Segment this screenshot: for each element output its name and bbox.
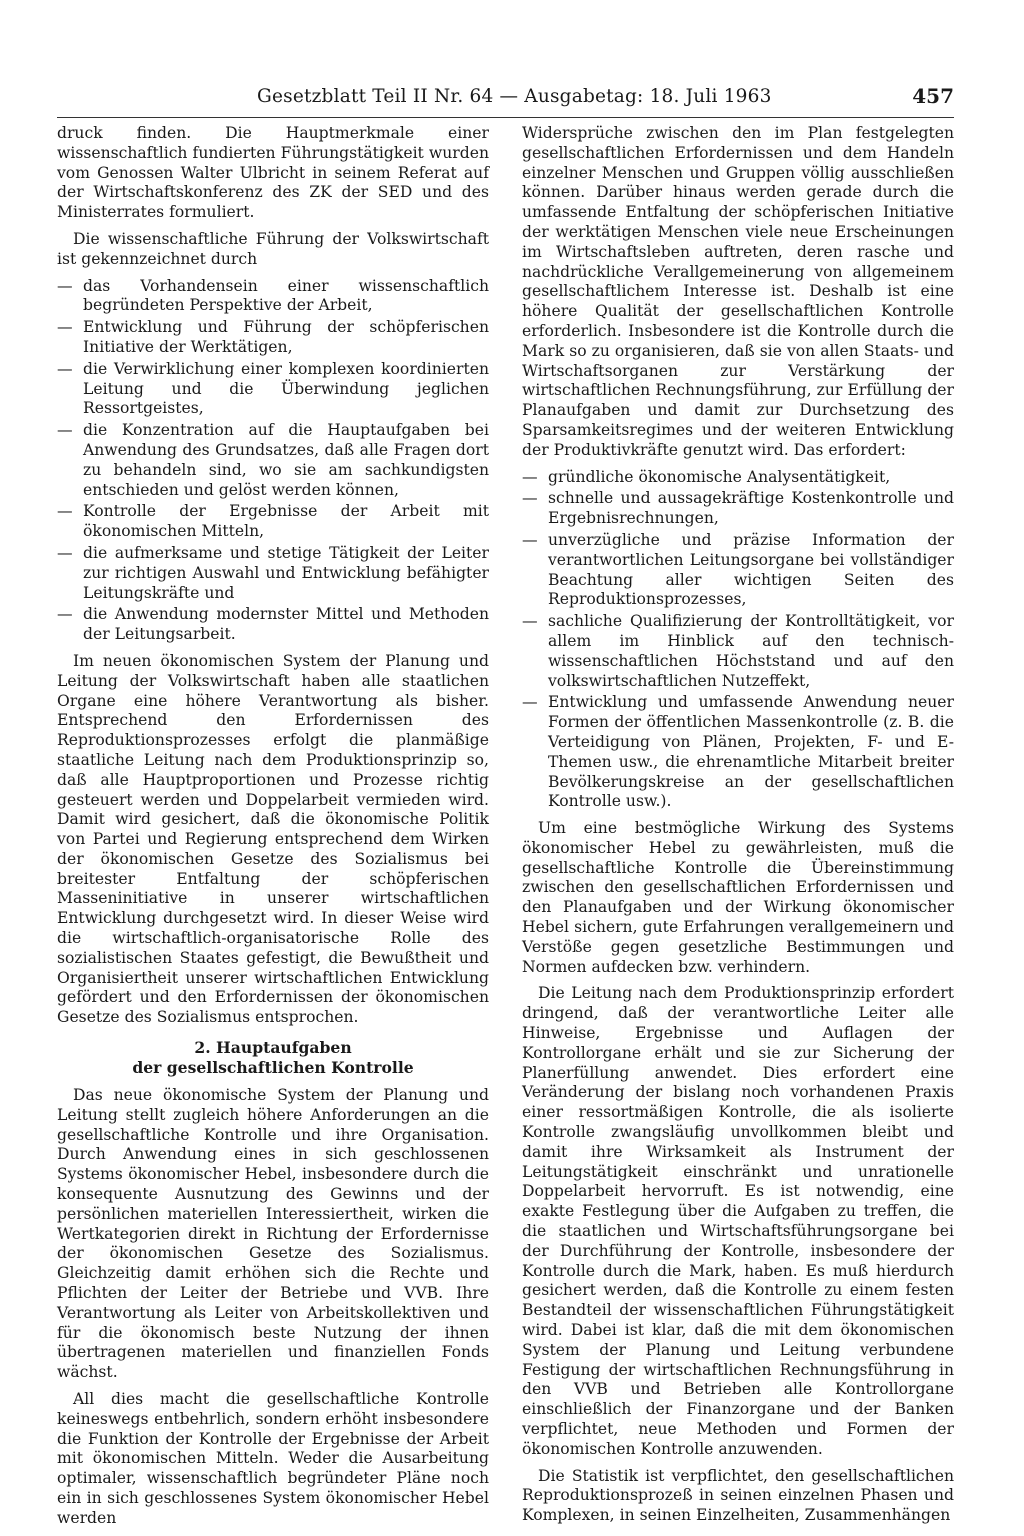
list-item [57, 421, 489, 500]
list-item-text: gründliche ökonomische Analysentätigkeit, [548, 467, 891, 486]
list-item-text: Entwicklung und umfassende Anwendung neuer Formen der öffentlichen Massenkontrolle (z. B. die Verteidigung von Plänen, Projekten, F- und E-Themen usw., die ehrenamtliche Mitarbeit breiter Bevölkerungskreise an der gesellschaftlichen Kontrolle usw.). [548, 693, 954, 811]
section-heading-line1: 2. Hauptaufgaben [194, 1038, 352, 1058]
dash-marker: — [57, 502, 73, 521]
list-item-text: sachliche Qualifizierung der Kontrolltätigkeit, vor allem im Hinblick auf den technisch-wissenschaftlichen Höchststand und auf den volkswirtschaftlichen Nutzeffekt, [548, 612, 954, 690]
paragraph: Die Statistik ist verpflichtet, den gesellschaftlichen Reproduktionsprozeß in seinen einzelnen Phasen und Komplexen, in seinen Einzelheiten, Zusammenhängen [522, 1466, 954, 1525]
dash-marker: — [522, 612, 538, 631]
dash-marker: — [57, 605, 73, 624]
dash-list [522, 468, 954, 813]
list-item-text: die aufmerksame und stetige Tätigkeit der Leiter zur richtigen Auswahl und Entwicklung befähigter Leitungskräfte und [83, 543, 489, 602]
list-item-text: die Konzentration auf die Hauptaufgaben bei Anwendung des Grundsatzes, daß alle Fragen dort zu behandeln sind, wo sie am sachkundigsten entschieden und gelöst werden können, [83, 421, 489, 499]
section-heading-line2: der gesellschaftlichen Kontrolle [132, 1058, 414, 1078]
paragraph: Um eine bestmögliche Wirkung des Systems ökonomischer Hebel zu gewährleisten, muß die gesellschaftliche Kontrolle die Übereinstimmung zwischen den gesellschaftlichen Erfordernissen und den Planaufgaben und der Wirkung ökonomischer Hebel sichern, gute Erfahrungen verallgemeinern und Verstöße gegen gesetzliche Bestimmungen und Normen aufdecken bzw. verhindern. [522, 819, 954, 976]
list-item [57, 318, 489, 358]
dash-marker: — [57, 276, 73, 295]
right-column [522, 124, 954, 1536]
list-item [522, 531, 954, 610]
dash-list [57, 277, 489, 645]
list-item [57, 544, 489, 603]
dash-marker: — [522, 489, 538, 508]
dash-marker: — [522, 530, 538, 549]
left-column [57, 124, 489, 1536]
list-item [57, 360, 489, 419]
paragraph: All dies macht die gesellschaftliche Kontrolle keineswegs entbehrlich, sondern erhöht insbesondere die Funktion der Kontrolle der Ergebnisse der Arbeit mit ökonomischen Mitteln. Weder die Ausarbeitung optimaler, wissenschaftlich begründeter Pläne noch ein in sich geschlossenes System ökonomischer Hebel werden [57, 1390, 489, 1527]
list-item [57, 605, 489, 645]
list-item-text: schnelle und aussagekräftige Kostenkontrolle und Ergebnisrechnungen, [548, 489, 954, 528]
header-title: Gesetzblatt Teil II Nr. 64 — Ausgabetag: 18. Juli 1963 [257, 86, 772, 107]
list-item [57, 502, 489, 542]
list-item [522, 612, 954, 691]
page-header [57, 82, 954, 118]
paragraph: Die wissenschaftliche Führung der Volkswirtschaft ist gekennzeichnet durch [57, 229, 489, 268]
paragraph: Das neue ökonomische System der Planung und Leitung stellt zugleich höhere Anforderungen an die gesellschaftliche Kontrolle und ihre Organisation. Durch Anwendung eines in sich geschlossenen Systems ökonomischer Hebel, insbesondere durch die konsequente Ausnutzung des Gewinns und der persönlichen materiellen Interessiertheit, wirken die Wertkategorien direkt in Richtung der Erfordernisse der ökonomischen Gesetze des Sozialismus. Gleichzeitig damit erhöhen sich die Rechte und Pflichten der Leiter der Betriebe und VVB. Ihre Verantwortung als Leiter von Arbeitskollektiven und für die ökonomisch beste Nutzung der ihnen übertragenen materiellen und finanziellen Fonds wächst. [57, 1086, 489, 1382]
paragraph: druck finden. Die Hauptmerkmale einer wissenschaftlich fundierten Führungstätigkeit wurden vom Genossen Walter Ulbricht in seinem Referat auf der Wirtschaftskonferenz des ZK der SED und des Ministerrates formuliert. [57, 124, 489, 222]
list-item-text: unverzügliche und präzise Information der verantwortlichen Leitungsorgane bei vollständiger Beachtung aller wichtigen Seiten des Reproduktionsprozesses, [548, 530, 954, 609]
dash-marker: — [57, 421, 73, 440]
list-item-text: das Vorhandensein einer wissenschaftlich begründeten Perspektive der Arbeit, [83, 276, 489, 315]
paragraph: Im neuen ökonomischen System der Planung und Leitung der Volkswirtschaft haben alle staatlichen Organe eine höhere Verantwortung als bisher. Entsprechend den Erfordernissen des Reproduktionsprozesses erfolgt die planmäßige staatliche Leitung nach dem Produktionsprinzip so, daß alle Hauptproportionen und Prozesse richtig gesteuert werden und Doppelarbeit vermieden wird. Damit wird gesichert, daß die ökonomische Politik von Partei und Regierung entsprechend dem Wirken der ökonomischen Gesetze des Sozialismus bei breitester Entfaltung der schöpferischen Masseninitiative in unserer wirtschaftlichen Entwicklung durchgesetzt wird. In dieser Weise wird die wirtschaftlich-organisatorische Rolle des sozialistischen Staates gefestigt, die Bewußtheit und Organisiertheit unserer wirtschaftlichen Entwicklung gefördert und den Erfordernissen der ökonomischen Gesetze des Sozialismus entsprochen. [57, 651, 489, 1027]
list-item-text: Entwicklung und Führung der schöpferischen Initiative der Werktätigen, [83, 318, 489, 356]
paragraph: Die Leitung nach dem Produktionsprinzip erfordert dringend, daß der verantwortliche Leiter alle Hinweise, Ergebnisse und Auflagen der Kontrollorgane erhält und sie zur Sicherung der Planerfüllung anwendet. Dies erfordert eine Veränderung der bislang noch vorhandenen Praxis einer ressortmäßigen Kontrolle, die als isolierte Kontrolle zwangsläufig unvollkommen bleibt und damit ihre Wirksamkeit als Instrument der Leitungstätigkeit einschränkt und unrationelle Doppelarbeit hervorruft. Es ist notwendig, eine exakte Festlegung über die Aufgaben zu treffen, die die staatlichen und Wirtschaftsführungsorgane bei der Durchführung der Kontrolle, insbesondere der Kontrolle durch die Mark, haben. Es muß hierdurch gesichert werden, daß die Kontrolle zu einem festen Bestandteil der wissenschaftlichen Führungstätigkeit wird. Dabei ist klar, daß die mit dem ökonomischen System der Planung und Leitung verbundene Festigung der wirtschaftlichen Rechnungsführung in den VVB und Betrieben alle Kontrollorgane einschließlich der Finanzorgane und der Banken verpflichtet, neue Methoden und Formen der ökonomischen Kontrolle anzuwenden. [522, 984, 954, 1458]
list-item-text: Kontrolle der Ergebnisse der Arbeit mit ökonomischen Mitteln, [83, 502, 489, 541]
dash-marker: — [57, 359, 73, 378]
dash-marker: — [57, 543, 73, 562]
section-heading [57, 1038, 489, 1078]
list-item [522, 693, 954, 812]
list-item-text: die Anwendung modernster Mittel und Methoden der Leitungsarbeit. [83, 605, 489, 644]
paragraph: Widersprüche zwischen den im Plan festgelegten gesellschaftlichen Erfordernissen und dem Handeln einzelner Menschen und Gruppen völlig ausschließen können. Darüber hinaus werden gerade durch die umfassende Entfaltung der schöpferischen Initiative der werktätigen Menschen viele neue Erscheinungen im Wirtschaftsleben auftreten, deren rasche und nachdrückliche Verallgemeinerung von allgemeinem gesellschaftlichem Interesse ist. Deshalb ist eine höhere Qualität der gesellschaftlichen Kontrolle erforderlich. Insbesondere ist die Kontrolle durch die Mark so zu organisieren, daß sie von allen Staats- und Wirtschaftsorganen zur Verstärkung der wirtschaftlichen Rechnungsführung, zur Erfüllung der Planaufgaben und damit zur Durchsetzung des Sparsamkeitsregimes und der weiteren Entwicklung der Produktivkräfte genutzt wird. Das erfordert: [522, 124, 954, 459]
list-item [522, 468, 954, 488]
list-item-text: die Verwirklichung einer komplexen koordinierten Leitung und die Überwindung jeglichen Ressortgeistes, [83, 359, 489, 418]
page-number: 457 [912, 84, 954, 108]
dash-marker: — [57, 318, 73, 337]
text-columns [57, 124, 954, 1536]
list-item [57, 277, 489, 317]
header-rule [57, 117, 954, 118]
dash-marker: — [522, 693, 538, 712]
list-item [522, 489, 954, 529]
dash-marker: — [522, 467, 538, 486]
